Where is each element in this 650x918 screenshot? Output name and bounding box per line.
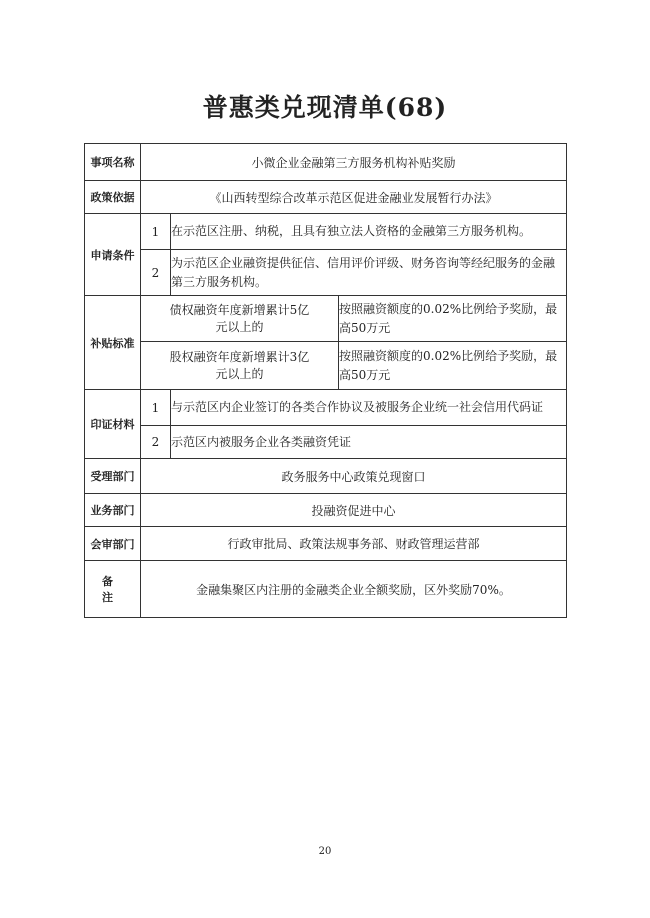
conditions-label: 申请条件: [85, 214, 141, 296]
material-text: 示范区内被服务企业各类融资凭证: [171, 426, 567, 459]
business-dept-label: 业务部门: [85, 494, 141, 527]
page-number: 20: [318, 846, 332, 857]
condition-number: 2: [141, 250, 171, 296]
accepting-dept-value: 政务服务中心政策兑现窗口: [141, 459, 567, 494]
row-material-1: [85, 390, 567, 426]
policy-table: [84, 143, 567, 618]
row-policy-basis: [85, 181, 567, 214]
row-condition-1: [85, 214, 567, 250]
review-dept-value: 行政审批局、政策法规事务部、财政管理运营部: [141, 527, 567, 561]
remarks-label: 备注: [85, 561, 141, 618]
row-condition-2: [85, 250, 567, 296]
row-standard-1: [85, 296, 567, 342]
material-text: 与示范区内企业签订的各类合作协议及被服务企业统一社会信用代码证: [171, 390, 567, 426]
policy-basis-value: 《山西转型综合改革示范区促进金融业发展暂行办法》: [141, 181, 567, 214]
material-number: 2: [141, 426, 171, 459]
row-standard-2: [85, 342, 567, 390]
page-title: 普惠类兑现清单(68): [202, 93, 448, 122]
row-business-dept: [85, 494, 567, 527]
row-material-2: [85, 426, 567, 459]
materials-label: 印证材料: [85, 390, 141, 459]
condition-number: 1: [141, 214, 171, 250]
row-review-dept: [85, 527, 567, 561]
item-name-value: 小微企业金融第三方服务机构补贴奖励: [141, 144, 567, 181]
material-number: 1: [141, 390, 171, 426]
standard-condition: 债权融资年度新增累计5亿元以上的: [141, 296, 339, 342]
condition-text: 在示范区注册、纳税，且具有独立法人资格的金融第三方服务机构。: [171, 214, 567, 250]
remarks-value: 金融集聚区内注册的金融类企业全额奖励，区外奖励70%。: [141, 561, 567, 618]
standards-label: 补贴标准: [85, 296, 141, 390]
standard-reward: 按照融资额度的0.02%比例给予奖励，最高50万元: [339, 296, 567, 342]
row-accepting-dept: [85, 459, 567, 494]
review-dept-label: 会审部门: [85, 527, 141, 561]
item-name-label: 事项名称: [85, 144, 141, 181]
standard-condition: 股权融资年度新增累计3亿元以上的: [141, 342, 339, 390]
condition-text: 为示范区企业融资提供征信、信用评价评级、财务咨询等经纪服务的金融第三方服务机构。: [171, 250, 567, 296]
policy-basis-label: 政策依据: [85, 181, 141, 214]
accepting-dept-label: 受理部门: [85, 459, 141, 494]
row-item-name: [85, 144, 567, 181]
business-dept-value: 投融资促进中心: [141, 494, 567, 527]
row-remarks: [85, 561, 567, 618]
standard-reward: 按照融资额度的0.02%比例给予奖励，最高50万元: [339, 342, 567, 390]
